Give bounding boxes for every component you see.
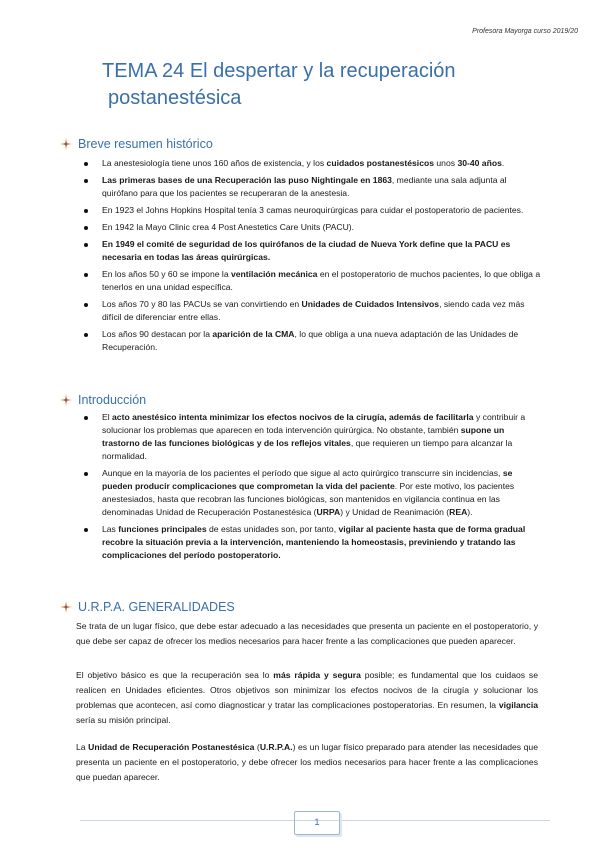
bullet-icon <box>84 303 88 307</box>
text-run: . <box>501 158 505 168</box>
text-run: ) es un lugar físico preparado para atender las necesidades que presenta un paciente en el postoperatorio, y debe ofrecer los medios necesarios para hacer frente a las complicaciones que puedan aparecer. <box>76 742 538 782</box>
text-run: , lo que obliga a una nueva adaptación de las Unidades de Recuperación. <box>102 329 519 352</box>
text-run: unos <box>434 158 458 168</box>
list-item <box>80 204 542 217</box>
text-run: y contribuir a solucionar los problemas que aparecen en toda intervención quirúrgica. No obstante, también <box>102 412 526 435</box>
text-run: El objetivo básico es que la recuperación sea lo <box>76 670 274 680</box>
section-heading-intro <box>60 393 146 407</box>
list-item <box>80 298 542 324</box>
text-run: El <box>102 412 113 422</box>
bold-text: En 1949 el comité de seguridad de los quirófanos de la ciudad de Nueva York define que la PACU es necesaria en todas las áreas quirúrgicas. <box>102 239 511 262</box>
list-item <box>80 221 542 234</box>
text-run: En 1942 la Mayo Clinic crea 4 Post Anestetics Care Units (PACU). <box>102 222 355 232</box>
section-heading-text: Introducción <box>78 393 147 407</box>
text-run: posible; es fundamental que los cuidaos se realicen en Unidades eficientes. Otros objetivos son minimizar los efectos nocivos de la cirugía y solucionar los problemas que acontecen, así como diagnosticar y tratar las complicaciones postoperatorias. En resumen, la <box>76 670 538 710</box>
list-item <box>80 268 542 294</box>
fleur-icon <box>60 394 72 406</box>
urpa-paragraph-3 <box>76 740 538 785</box>
urpa-paragraph-2 <box>76 668 538 728</box>
bullet-icon <box>84 416 88 420</box>
bullet-icon <box>84 333 88 337</box>
bullet-icon <box>84 273 88 277</box>
section-heading-text: Breve resumen histórico <box>78 137 213 151</box>
list-item <box>80 411 542 463</box>
bold-text: U.R.P.A. <box>259 742 293 752</box>
text-run: En los años 50 y 60 se impone la <box>102 269 231 279</box>
list-item <box>80 174 542 200</box>
bullet-icon <box>84 243 88 247</box>
bold-text: supone un trastorno de las funciones biológicas y de los reflejos vitales <box>102 425 505 448</box>
bold-text: vigilancia <box>498 700 538 710</box>
bold-text: ventilación mecánica <box>231 269 318 279</box>
list-resumen <box>80 157 542 358</box>
text-run: . Por este motivo, los pacientes anestesiados, hasta que recobran las funciones biológicas, son mantenidos en vigilancia continua en las denominadas Unidad de Recuperación Postanestésica ( <box>102 481 515 517</box>
title-line-2: postanestésica <box>108 87 242 109</box>
page-title <box>102 58 562 112</box>
text-run: ). <box>467 507 473 517</box>
urpa-paragraph-1 <box>76 619 538 649</box>
text-run: Aunque en la mayoría de los pacientes el período que sigue al acto quirúrgico transcurre sin incidencias, <box>102 468 503 478</box>
text-run: Se trata de un lugar físico, que debe estar adecuado a las necesidades que presenta un paciente en el postoperatorio, y que debe ser capaz de ofrecer los medios necesarios para hacer frente a las complicaciones que pueden aparecer. <box>76 621 538 646</box>
bold-text: acto anestésico intenta minimizar los efectos nocivos de la cirugía, además de facilitarla <box>112 412 474 422</box>
fleur-icon <box>60 138 72 150</box>
section-heading-resumen <box>60 137 213 151</box>
text-run: en el postoperatorio de muchos pacientes, lo que obliga a tenerlos en una unidad específica. <box>102 269 541 292</box>
section-heading-urpa <box>60 600 235 614</box>
bold-text: Unidades de Cuidados Intensivos <box>301 299 440 309</box>
bold-text: aparición de la CMA <box>212 329 295 339</box>
text-run: La <box>76 742 89 752</box>
list-intro <box>80 411 542 566</box>
text-run: La anestesiología tiene unos 160 años de existencia, y los <box>102 158 327 168</box>
text-run: sería su misión principal. <box>76 715 171 725</box>
bold-text: Las primeras bases de una Recuperación las puso Nightingale en 1863 <box>102 175 392 185</box>
page-number: 1 <box>294 811 340 835</box>
bold-text: Unidad de Recuperación Postanestésica <box>88 742 255 752</box>
bold-text: 30-40 años <box>457 158 502 168</box>
text-run: , mediante una sala adjunta al quirófano para que los pacientes se recuperaran de la anestesia. <box>102 175 507 198</box>
section-heading-text: U.R.P.A. GENERALIDADES <box>78 600 235 614</box>
bullet-icon <box>84 472 88 476</box>
header-note: Profesora Mayorga curso 2019/20 <box>472 28 578 35</box>
list-item <box>80 328 542 354</box>
text-run: , que requieren un tiempo para alcanzar la normalidad. <box>102 438 513 461</box>
bullet-icon <box>84 179 88 183</box>
text-run: ) y Unidad de Reanimación ( <box>340 507 450 517</box>
text-run: Las <box>102 524 119 534</box>
bold-text: más rápida y segura <box>273 670 361 680</box>
list-item <box>80 238 542 264</box>
bullet-icon <box>84 209 88 213</box>
text-run: En 1923 el Johns Hopkins Hospital tenía 3 camas neuroquirúrgicas para cuidar el postoperatorio de pacientes. <box>102 205 524 215</box>
list-item <box>80 467 542 519</box>
bold-text: URPA <box>316 507 341 517</box>
bold-text: REA <box>449 507 468 517</box>
fleur-icon <box>60 601 72 613</box>
bullet-icon <box>84 162 88 166</box>
text-run: Los años 70 y 80 las PACUs se van convirtiendo en <box>102 299 302 309</box>
bold-text: vigilar al paciente hasta que de forma gradual recobre la situación previa a la intervención, manteniendo la homeostasis, previniendo y tratando las complicaciones del período postoperatorio. <box>102 524 526 560</box>
title-line-1: TEMA 24 El despertar y la recuperación <box>102 60 456 82</box>
bold-text: funciones principales <box>118 524 207 534</box>
text-run: ( <box>254 742 260 752</box>
list-item <box>80 523 542 562</box>
bullet-icon <box>84 528 88 532</box>
bullet-icon <box>84 226 88 230</box>
bold-text: se pueden producir complicaciones que comprometan la vida del paciente <box>102 468 513 491</box>
bold-text: cuidados postanestésicos <box>326 158 435 168</box>
text-run: de estas unidades son, por tanto, <box>206 524 339 534</box>
list-item <box>80 157 542 170</box>
text-run: , siendo cada vez más difícil de diferenciar entre ellas. <box>102 299 525 322</box>
text-run: Los años 90 destacan por la <box>102 329 213 339</box>
